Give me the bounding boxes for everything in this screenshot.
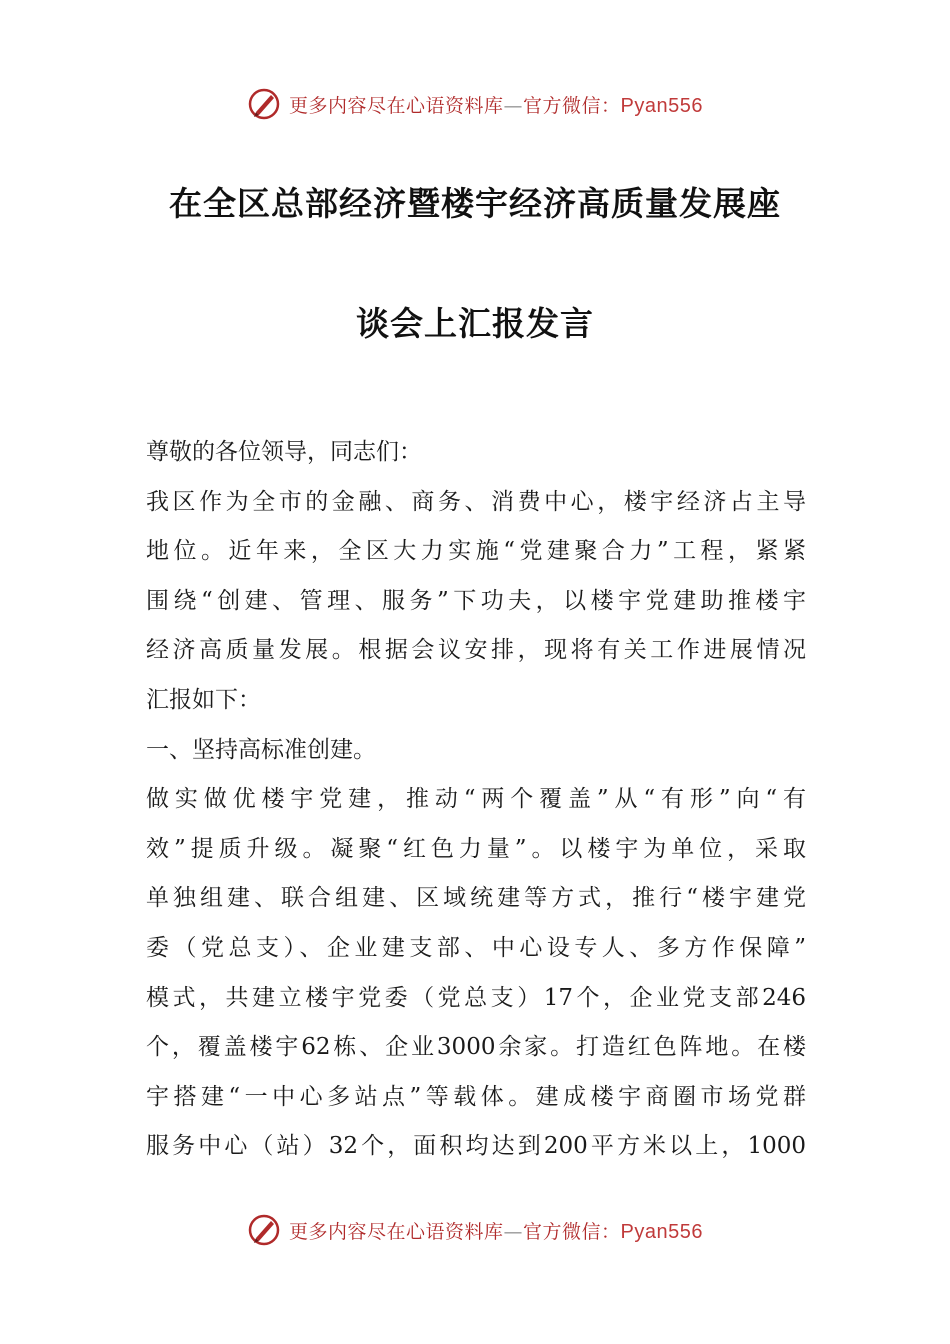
body-line: 汇报如下： <box>146 686 261 713</box>
watermark-official: 官方微信： <box>523 94 621 117</box>
body-line: 围绕“创建、管理、服务”下功夫，以楼宇党建助推楼宇 <box>146 587 806 614</box>
watermark-text <box>289 1217 703 1244</box>
body-line: 一、坚持高标准创建。 <box>146 736 376 763</box>
body-line: 模式，共建立楼宇党委（党总支）17个，企业党支部246 <box>146 984 806 1011</box>
body-line: 宇搭建“一中心多站点”等载体。建成楼宇商圈市场党群 <box>146 1083 806 1110</box>
body-line: 个，覆盖楼宇62栋、企业3000余家。打造红色阵地。在楼 <box>146 1034 806 1061</box>
body-line: 尊敬的各位领导，同志们： <box>146 439 422 465</box>
body-line: 做实做优楼宇党建，推动“两个覆盖”从“有形”向“有 <box>146 786 806 813</box>
header-watermark <box>0 84 950 124</box>
body-line: 经济高质量发展。根据会议安排，现将有关工作进展情况 <box>146 637 806 664</box>
pen-logo-icon <box>247 1213 281 1247</box>
body-line: 效”提质升级。凝聚“红色力量”。以楼宇为单位，采取 <box>146 835 806 862</box>
footer-watermark <box>0 1210 950 1250</box>
pen-logo-icon <box>247 87 281 121</box>
watermark-separator: — <box>503 94 524 117</box>
watermark-wechat-id: Pyan556 <box>620 94 703 117</box>
document-body <box>146 428 806 1172</box>
watermark-wechat-id: Pyan556 <box>620 1220 703 1243</box>
document-title-line-1: 在全区总部经济暨楼宇经济高质量发展座 <box>169 184 781 223</box>
body-line: 委（党总支）、企业建支部、中心设专人、多方作保障” <box>146 934 806 961</box>
watermark-text <box>289 91 703 118</box>
body-line: 服务中心（站）32个，面积均达到200平方米以上，1000 <box>146 1133 806 1160</box>
watermark-separator: — <box>503 1220 524 1243</box>
document-title-line-2: 谈会上汇报发言 <box>356 304 594 343</box>
body-line: 单独组建、联合组建、区域统建等方式，推行“楼宇建党 <box>146 885 806 912</box>
watermark-slogan: 更多内容尽在心语资料库 <box>289 1220 504 1243</box>
watermark-slogan: 更多内容尽在心语资料库 <box>289 94 504 117</box>
watermark-official: 官方微信： <box>523 1220 621 1243</box>
body-line: 地位。近年来，全区大力实施“党建聚合力”工程，紧紧 <box>146 538 806 565</box>
body-line: 我区作为全市的金融、商务、消费中心，楼宇经济占主导 <box>146 488 806 515</box>
